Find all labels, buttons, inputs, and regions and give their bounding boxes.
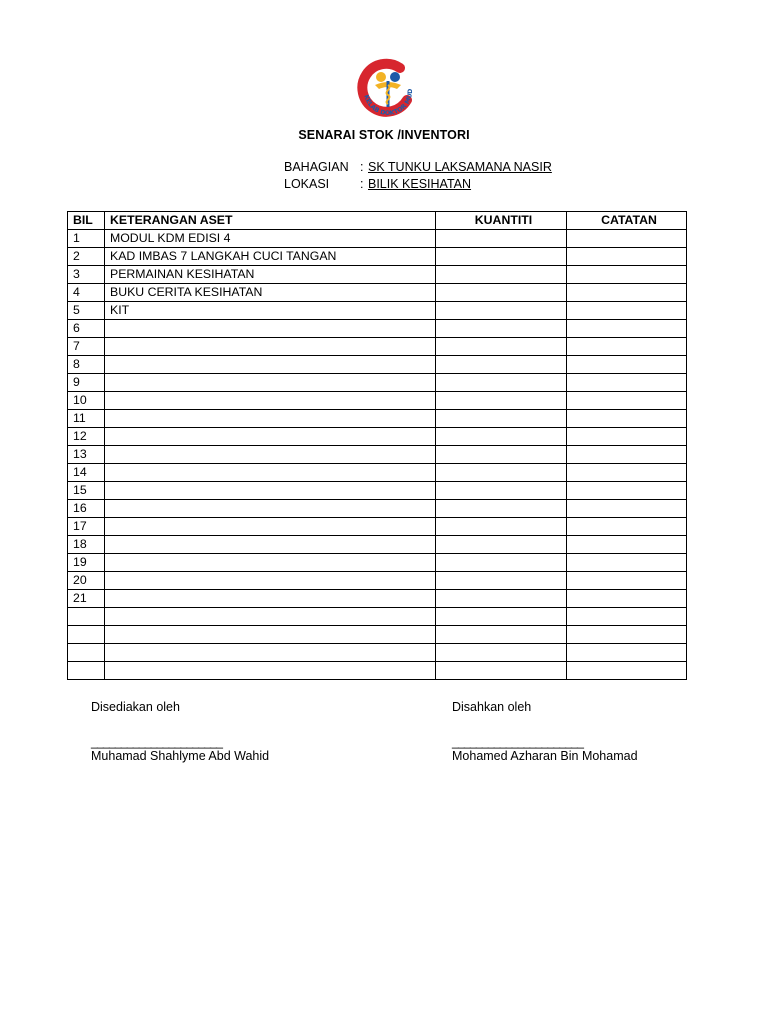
- header-bil: BIL: [68, 212, 105, 230]
- cell-bil: 5: [68, 302, 105, 320]
- cell-bil: 3: [68, 266, 105, 284]
- document-title: SENARAI STOK /INVENTORI: [298, 128, 470, 142]
- table-row: [68, 464, 687, 482]
- cell-kuantiti: [436, 320, 567, 338]
- table-row: [68, 338, 687, 356]
- cell-bil: 4: [68, 284, 105, 302]
- cell-bil: 6: [68, 320, 105, 338]
- cell-keterangan-aset: [105, 392, 436, 410]
- cell-keterangan-aset: [105, 410, 436, 428]
- signature-line: ______________________: [91, 735, 222, 749]
- cell-keterangan-aset: KAD IMBAS 7 LANGKAH CUCI TANGAN: [105, 248, 436, 266]
- cell-bil: 1: [68, 230, 105, 248]
- cell-catatan: [567, 446, 687, 464]
- cell-kuantiti: [436, 572, 567, 590]
- cell-keterangan-aset: [105, 626, 436, 644]
- table-row: [68, 284, 687, 302]
- cell-bil: 18: [68, 536, 105, 554]
- table-row: [68, 608, 687, 626]
- cell-kuantiti: [436, 644, 567, 662]
- cell-keterangan-aset: [105, 338, 436, 356]
- signature-name: Mohamed Azharan Bin Mohamad: [452, 749, 638, 763]
- meta-separator: :: [360, 177, 364, 191]
- cell-catatan: [567, 500, 687, 518]
- cell-bil: 8: [68, 356, 105, 374]
- cell-catatan: [567, 572, 687, 590]
- meta-row-bahagian: [284, 160, 552, 174]
- cell-kuantiti: [436, 428, 567, 446]
- meta-label: LOKASI: [284, 177, 330, 191]
- cell-bil: 16: [68, 500, 105, 518]
- table-row: [68, 536, 687, 554]
- svg-text:KELAB DOKTOR MUDA: KELAB DOKTOR MUD: [362, 88, 415, 118]
- cell-kuantiti: [436, 500, 567, 518]
- cell-kuantiti: [436, 536, 567, 554]
- cell-bil: 17: [68, 518, 105, 536]
- cell-keterangan-aset: BUKU CERITA KESIHATAN: [105, 284, 436, 302]
- header-keterangan-aset: KETERANGAN ASET: [105, 212, 436, 230]
- table-row: [68, 554, 687, 572]
- cell-keterangan-aset: [105, 446, 436, 464]
- cell-bil: 21: [68, 590, 105, 608]
- table-row: [68, 518, 687, 536]
- table-row: [68, 230, 687, 248]
- cell-catatan: [567, 320, 687, 338]
- table-body: [68, 230, 687, 680]
- cell-keterangan-aset: KIT: [105, 302, 436, 320]
- meta-separator: :: [360, 160, 364, 174]
- cell-kuantiti: [436, 338, 567, 356]
- header-kuantiti: KUANTITI: [436, 212, 567, 230]
- table-row: [68, 374, 687, 392]
- cell-bil: 2: [68, 248, 105, 266]
- cell-kuantiti: [436, 590, 567, 608]
- cell-bil: 15: [68, 482, 105, 500]
- cell-catatan: [567, 626, 687, 644]
- signature-name: Muhamad Shahlyme Abd Wahid: [91, 749, 270, 763]
- cell-keterangan-aset: MODUL KDM EDISI 4: [105, 230, 436, 248]
- cell-catatan: [567, 392, 687, 410]
- cell-keterangan-aset: [105, 644, 436, 662]
- cell-catatan: [567, 464, 687, 482]
- meta-value: SK TUNKU LAKSAMANA NASIR: [368, 160, 552, 174]
- cell-catatan: [567, 356, 687, 374]
- cell-catatan: [567, 554, 687, 572]
- cell-kuantiti: [436, 608, 567, 626]
- cell-kuantiti: [436, 518, 567, 536]
- cell-catatan: [567, 410, 687, 428]
- table-row: [68, 392, 687, 410]
- table-row: [68, 662, 687, 680]
- cell-bil: 12: [68, 428, 105, 446]
- table-row: [68, 500, 687, 518]
- cell-bil: [68, 608, 105, 626]
- cell-catatan: [567, 608, 687, 626]
- cell-keterangan-aset: [105, 428, 436, 446]
- cell-kuantiti: [436, 446, 567, 464]
- signature-role: Disahkan oleh: [452, 700, 532, 714]
- cell-keterangan-aset: [105, 608, 436, 626]
- cell-catatan: [567, 338, 687, 356]
- cell-catatan: [567, 374, 687, 392]
- cell-catatan: [567, 248, 687, 266]
- cell-kuantiti: [436, 410, 567, 428]
- signature-approved: [452, 700, 638, 765]
- cell-keterangan-aset: [105, 590, 436, 608]
- cell-bil: [68, 626, 105, 644]
- meta-row-lokasi: [284, 177, 471, 191]
- cell-keterangan-aset: [105, 482, 436, 500]
- cell-catatan: [567, 590, 687, 608]
- table-row: [68, 644, 687, 662]
- cell-catatan: [567, 536, 687, 554]
- cell-keterangan-aset: PERMAINAN KESIHATAN: [105, 266, 436, 284]
- table-row: [68, 266, 687, 284]
- cell-catatan: [567, 266, 687, 284]
- table-row: [68, 410, 687, 428]
- cell-catatan: [567, 662, 687, 680]
- cell-bil: 14: [68, 464, 105, 482]
- table-row: [68, 626, 687, 644]
- cell-bil: 9: [68, 374, 105, 392]
- cell-keterangan-aset: [105, 356, 436, 374]
- table-row: [68, 572, 687, 590]
- cell-kuantiti: [436, 266, 567, 284]
- cell-kuantiti: [436, 356, 567, 374]
- cell-catatan: [567, 302, 687, 320]
- cell-keterangan-aset: [105, 662, 436, 680]
- cell-bil: 11: [68, 410, 105, 428]
- table-row: [68, 302, 687, 320]
- cell-bil: 13: [68, 446, 105, 464]
- cell-bil: [68, 662, 105, 680]
- cell-keterangan-aset: [105, 464, 436, 482]
- cell-kuantiti: [436, 554, 567, 572]
- cell-kuantiti: [436, 662, 567, 680]
- cell-kuantiti: [436, 230, 567, 248]
- meta-label: BAHAGIAN: [284, 160, 349, 174]
- cell-catatan: [567, 230, 687, 248]
- table-row: [68, 320, 687, 338]
- inventory-table: [67, 211, 687, 680]
- cell-kuantiti: [436, 626, 567, 644]
- cell-kuantiti: [436, 284, 567, 302]
- cell-bil: 7: [68, 338, 105, 356]
- cell-kuantiti: [436, 302, 567, 320]
- cell-keterangan-aset: [105, 554, 436, 572]
- signature-line: ______________________: [452, 735, 583, 749]
- cell-keterangan-aset: [105, 374, 436, 392]
- cell-bil: [68, 644, 105, 662]
- header-catatan: CATATAN: [567, 212, 687, 230]
- cell-catatan: [567, 284, 687, 302]
- table-row: [68, 248, 687, 266]
- table-row: [68, 590, 687, 608]
- kelab-doktor-muda-logo: [355, 55, 421, 121]
- cell-catatan: [567, 518, 687, 536]
- cell-bil: 20: [68, 572, 105, 590]
- cell-keterangan-aset: [105, 500, 436, 518]
- signature-role: Disediakan oleh: [91, 700, 180, 714]
- meta-value: BILIK KESIHATAN: [368, 177, 472, 191]
- cell-kuantiti: [436, 374, 567, 392]
- table-header-row: [68, 212, 687, 230]
- cell-kuantiti: [436, 392, 567, 410]
- cell-bil: 19: [68, 554, 105, 572]
- cell-kuantiti: [436, 464, 567, 482]
- signature-prepared: [91, 700, 269, 765]
- cell-keterangan-aset: [105, 320, 436, 338]
- cell-catatan: [567, 428, 687, 446]
- cell-kuantiti: [436, 248, 567, 266]
- cell-bil: 10: [68, 392, 105, 410]
- cell-kuantiti: [436, 482, 567, 500]
- cell-keterangan-aset: [105, 536, 436, 554]
- cell-catatan: [567, 644, 687, 662]
- table-row: [68, 428, 687, 446]
- table-row: [68, 482, 687, 500]
- cell-catatan: [567, 482, 687, 500]
- cell-keterangan-aset: [105, 518, 436, 536]
- table-row: [68, 446, 687, 464]
- cell-keterangan-aset: [105, 572, 436, 590]
- table-row: [68, 356, 687, 374]
